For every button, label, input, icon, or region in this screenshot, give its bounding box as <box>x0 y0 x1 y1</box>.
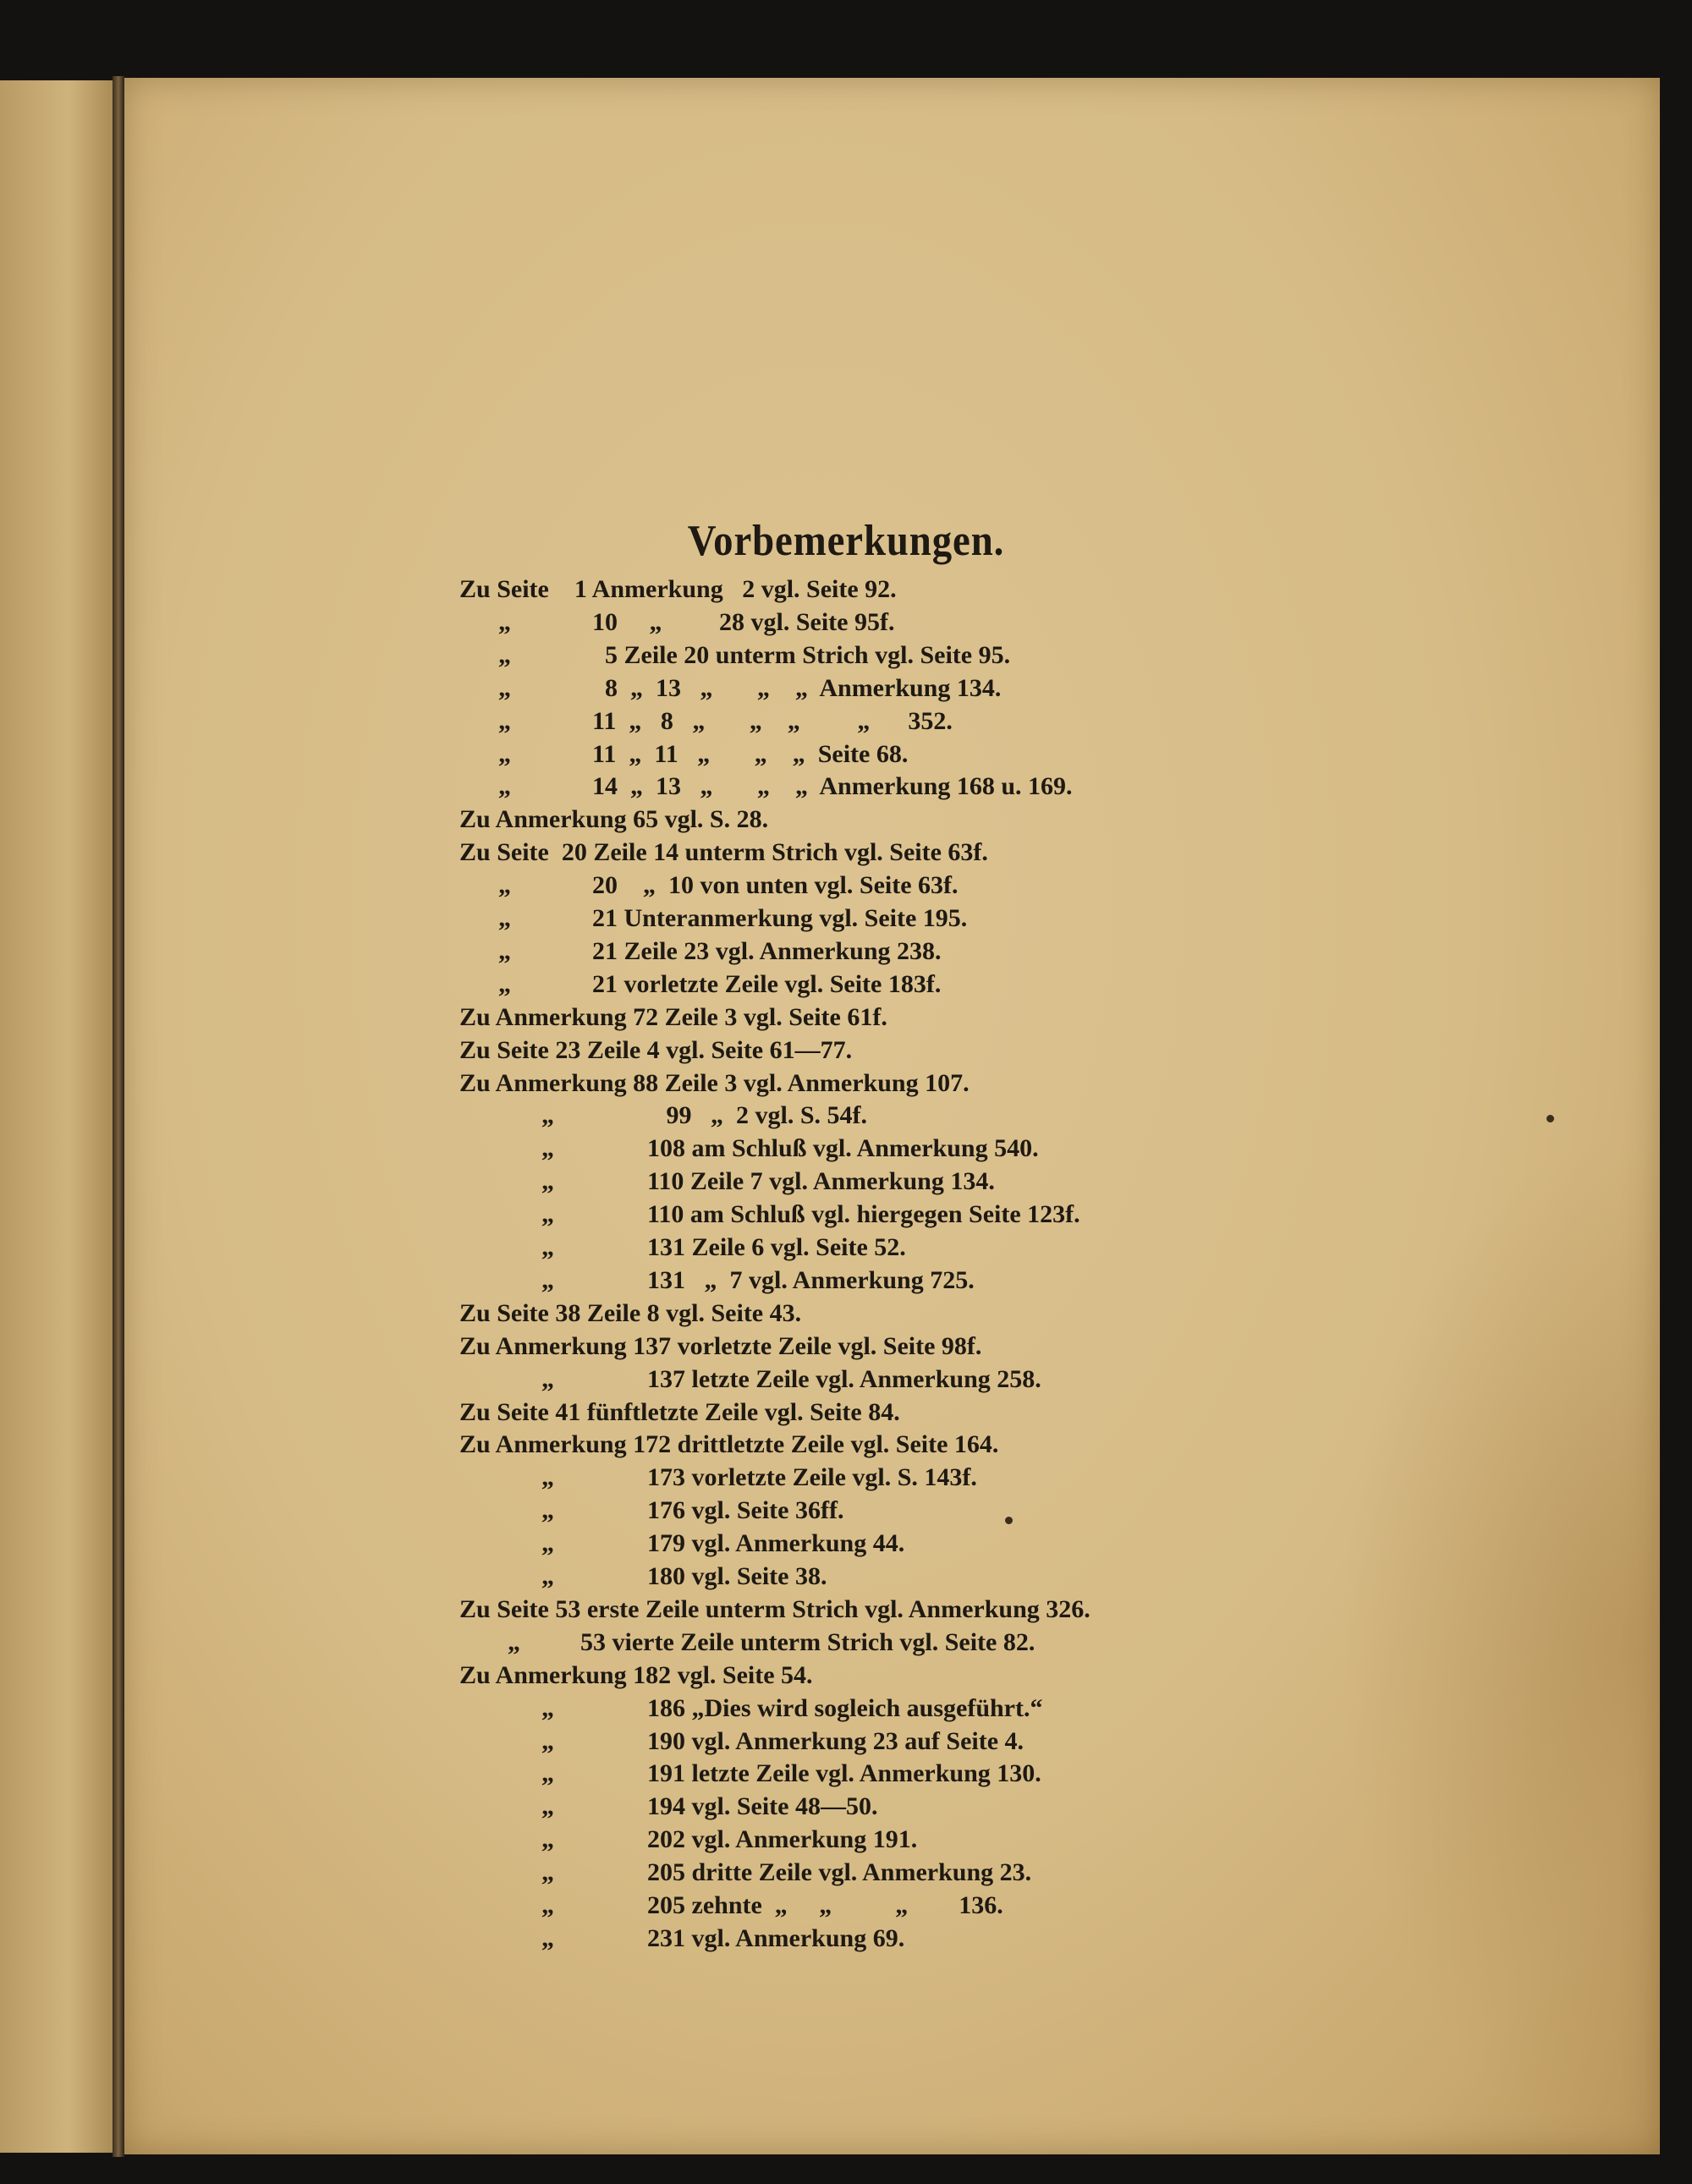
errata-line <box>0 1396 1692 1429</box>
errata-text: 21 Unteranmerkung vgl. Seite 195. <box>592 904 968 932</box>
ditto-mark: „ <box>541 1759 554 1788</box>
errata-line <box>0 1067 1692 1100</box>
errata-text: Zu Anmerkung 65 vgl. S. 28. <box>459 805 769 834</box>
ditto-mark: „ <box>541 1891 554 1919</box>
ditto-mark: „ <box>541 1923 554 1952</box>
errata-text: 21 vorletzte Zeile vgl. Seite 183f. <box>592 969 942 998</box>
errata-text: 202 vgl. Anmerkung 191. <box>647 1825 918 1854</box>
errata-line <box>0 1494 1692 1527</box>
errata-line <box>0 705 1692 738</box>
ditto-mark: „ <box>498 871 511 900</box>
errata-text: 53 vierte Zeile unterm Strich vgl. Seite 82. <box>580 1627 1036 1656</box>
errata-text: 191 letzte Zeile vgl. Anmerkung 130. <box>647 1759 1041 1788</box>
errata-text: Zu Seite 1 Anmerkung 2 vgl. Seite 92. <box>459 575 897 603</box>
errata-text: 205 dritte Zeile vgl. Anmerkung 23. <box>647 1858 1032 1887</box>
ditto-mark: „ <box>508 1627 520 1656</box>
errata-line <box>0 968 1692 1001</box>
errata-text: Zu Anmerkung 137 vorletzte Zeile vgl. Seite 98f. <box>459 1331 982 1360</box>
ditto-mark: „ <box>541 1825 554 1854</box>
errata-text: Zu Anmerkung 88 Zeile 3 vgl. Anmerkung 107. <box>459 1068 970 1097</box>
ditto-mark: „ <box>541 1265 554 1294</box>
errata-line <box>0 672 1692 705</box>
errata-text: 131 „ 7 vgl. Anmerkung 725. <box>647 1265 975 1294</box>
errata-line <box>0 1593 1692 1626</box>
ditto-mark: „ <box>541 1496 554 1525</box>
errata-text: 20 „ 10 von unten vgl. Seite 63f. <box>592 871 959 900</box>
ditto-mark: „ <box>541 1529 554 1558</box>
errata-line <box>0 869 1692 902</box>
errata-line <box>0 1231 1692 1264</box>
page-title: Vorbemerkungen. <box>687 516 1005 565</box>
errata-line <box>0 1099 1692 1132</box>
errata-line <box>0 1725 1692 1758</box>
errata-text: 179 vgl. Anmerkung 44. <box>647 1529 905 1558</box>
errata-text: 5 Zeile 20 unterm Strich vgl. Seite 95. <box>592 640 1011 669</box>
errata-text: Zu Seite 23 Zeile 4 vgl. Seite 61—77. <box>459 1035 853 1064</box>
errata-line <box>0 1198 1692 1231</box>
ditto-mark: „ <box>541 1167 554 1196</box>
errata-text: 137 letzte Zeile vgl. Anmerkung 258. <box>647 1364 1041 1393</box>
errata-text: 131 Zeile 6 vgl. Seite 52. <box>647 1233 906 1261</box>
errata-text: 21 Zeile 23 vgl. Anmerkung 238. <box>592 936 942 965</box>
errata-line <box>0 1297 1692 1330</box>
errata-line <box>0 803 1692 836</box>
ditto-mark: „ <box>541 1233 554 1261</box>
errata-line <box>0 1428 1692 1461</box>
errata-line <box>0 1889 1692 1922</box>
ditto-mark: „ <box>498 739 511 768</box>
errata-line <box>0 1856 1692 1889</box>
ditto-mark: „ <box>541 1693 554 1722</box>
errata-line <box>0 738 1692 771</box>
ditto-mark: „ <box>541 1463 554 1492</box>
ditto-mark: „ <box>498 904 511 932</box>
ditto-mark: „ <box>541 1562 554 1590</box>
ditto-mark: „ <box>541 1364 554 1393</box>
errata-text: 194 vgl. Seite 48—50. <box>647 1792 878 1821</box>
errata-line <box>0 1692 1692 1725</box>
errata-text: 110 am Schluß vgl. hiergegen Seite 123f. <box>647 1200 1080 1229</box>
errata-line <box>0 836 1692 869</box>
errata-line <box>0 1527 1692 1560</box>
errata-line <box>0 902 1692 935</box>
errata-text: 110 Zeile 7 vgl. Anmerkung 134. <box>647 1167 995 1196</box>
errata-text: 11 „ 11 „ „ „ Seite 68. <box>592 739 909 768</box>
errata-line <box>0 1264 1692 1297</box>
errata-line <box>0 1790 1692 1823</box>
errata-text: 10 „ 28 vgl. Seite 95f. <box>592 607 895 636</box>
ditto-mark: „ <box>541 1101 554 1130</box>
ditto-mark: „ <box>498 706 511 735</box>
ditto-mark: „ <box>498 640 511 669</box>
errata-text: Zu Anmerkung 172 drittletzte Zeile vgl. Seite 164. <box>459 1430 999 1459</box>
ditto-mark: „ <box>498 607 511 636</box>
errata-text: 173 vorletzte Zeile vgl. S. 143f. <box>647 1463 977 1492</box>
errata-text: Zu Seite 38 Zeile 8 vgl. Seite 43. <box>459 1298 802 1327</box>
ditto-mark: „ <box>541 1726 554 1755</box>
errata-line <box>0 1757 1692 1790</box>
errata-text: 205 zehnte „ „ „ 136. <box>647 1891 1003 1919</box>
ditto-mark: „ <box>541 1858 554 1887</box>
errata-text: 176 vgl. Seite 36ff. <box>647 1496 844 1525</box>
errata-text: 11 „ 8 „ „ „ „ 352. <box>592 706 953 735</box>
errata-text: Zu Seite 53 erste Zeile unterm Strich vgl. Anmerkung 326. <box>459 1594 1090 1623</box>
ditto-mark: „ <box>541 1134 554 1163</box>
errata-line <box>0 1823 1692 1856</box>
ditto-mark: „ <box>541 1792 554 1821</box>
errata-line <box>0 1922 1692 1955</box>
ditto-mark: „ <box>498 673 511 702</box>
errata-line <box>0 1363 1692 1396</box>
errata-line <box>0 770 1692 803</box>
errata-line <box>0 1132 1692 1165</box>
errata-line <box>0 935 1692 968</box>
errata-line <box>0 1659 1692 1692</box>
errata-line <box>0 639 1692 672</box>
errata-line <box>0 573 1692 606</box>
errata-text: 186 „Dies wird sogleich ausgeführt.“ <box>647 1693 1043 1722</box>
errata-text: Zu Seite 20 Zeile 14 unterm Strich vgl. Seite 63f. <box>459 838 988 867</box>
errata-text: 14 „ 13 „ „ „ Anmerkung 168 u. 169. <box>592 772 1073 801</box>
errata-line <box>0 1461 1692 1494</box>
ditto-mark: „ <box>498 969 511 998</box>
errata-line <box>0 1330 1692 1363</box>
errata-line <box>0 1034 1692 1067</box>
errata-text: Zu Seite 41 fünftletzte Zeile vgl. Seite 84. <box>459 1397 900 1426</box>
errata-text: Zu Anmerkung 72 Zeile 3 vgl. Seite 61f. <box>459 1002 887 1031</box>
errata-text: 231 vgl. Anmerkung 69. <box>647 1923 905 1952</box>
errata-line <box>0 606 1692 639</box>
ditto-mark: „ <box>498 772 511 801</box>
ditto-mark: „ <box>541 1200 554 1229</box>
errata-text: 108 am Schluß vgl. Anmerkung 540. <box>647 1134 1039 1163</box>
errata-text: 8 „ 13 „ „ „ Anmerkung 134. <box>592 673 1002 702</box>
errata-line <box>0 1626 1692 1659</box>
errata-line <box>0 1001 1692 1034</box>
errata-line <box>0 1560 1692 1593</box>
errata-text: 180 vgl. Seite 38. <box>647 1562 827 1590</box>
errata-line <box>0 1165 1692 1198</box>
errata-text: 99 „ 2 vgl. S. 54f. <box>647 1101 868 1130</box>
errata-text: 190 vgl. Anmerkung 23 auf Seite 4. <box>647 1726 1025 1755</box>
ditto-mark: „ <box>498 936 511 965</box>
errata-text: Zu Anmerkung 182 vgl. Seite 54. <box>459 1660 813 1689</box>
